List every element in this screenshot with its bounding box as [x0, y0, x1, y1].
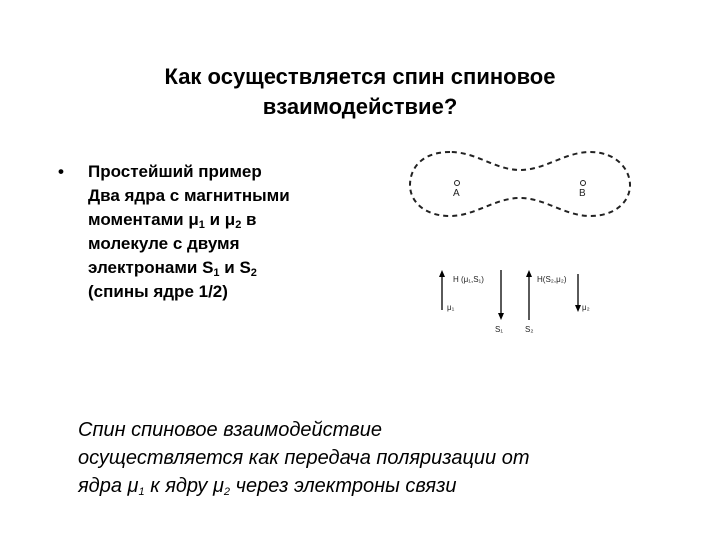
conclusion-mu-2: μ — [212, 475, 224, 497]
bullet-line-4: молекуле с двумя — [88, 234, 240, 253]
bullet-line-5-mid: и S — [219, 258, 251, 277]
nucleus-a-dot — [455, 181, 460, 186]
s1-label: S₁ — [495, 325, 504, 334]
bullet-marker: • — [58, 162, 64, 181]
conclusion-line-1: Спин спиновое взаимодействие — [78, 419, 382, 441]
spin-coupling-diagram — [395, 140, 645, 340]
h-right-label: H(S₂,μ₂) — [537, 275, 567, 284]
bullet-line-5 — [88, 256, 368, 280]
bullet-line-3-pre: моментами — [88, 210, 189, 229]
nucleus-a-label: A — [453, 188, 460, 199]
conclusion-sub-1: 1 — [138, 486, 145, 498]
slide-title — [60, 62, 660, 122]
conclusion-mu-1: μ — [127, 475, 139, 497]
conclusion-line-2: осуществляется как передача поляризации от — [78, 447, 530, 469]
nucleus-b-label: B — [579, 188, 586, 199]
conclusion-line-3-pre: ядра — [78, 475, 128, 497]
h-left-label: H (μ₁,S₁) — [453, 275, 484, 284]
mu2-arrowhead — [575, 305, 581, 312]
mu-symbol-2: μ — [224, 210, 236, 229]
conclusion-line-3-mid: к ядру — [144, 475, 213, 497]
title-line-2: взаимодействие? — [262, 94, 458, 119]
bullet-text — [88, 160, 368, 304]
conclusion-text — [78, 416, 698, 500]
subscript-2: 2 — [235, 219, 242, 231]
subscript-s1: 1 — [213, 267, 220, 279]
bullet-line-2: Два ядра с магнитными — [88, 186, 290, 205]
bullet-line-1: Простейший пример — [88, 162, 262, 181]
mu2-label: μ₂ — [582, 303, 590, 312]
diagram-svg — [395, 140, 645, 340]
s2-label: S₂ — [525, 325, 534, 334]
mu1-label: μ₁ — [447, 303, 455, 312]
s1-arrowhead — [498, 313, 504, 320]
bullet-line-3 — [88, 208, 368, 232]
subscript-s2: 2 — [250, 267, 257, 279]
conclusion-sub-2: 2 — [223, 486, 231, 498]
conclusion-line-3-post: через электроны связи — [230, 475, 457, 497]
title-line-1: Как осуществляется спин спиновое — [164, 64, 556, 89]
molecule-outline — [410, 152, 630, 216]
mu-symbol-1: μ — [188, 210, 199, 229]
bullet-line-3-post: в — [241, 210, 257, 229]
bullet-line-3-mid: и — [204, 210, 225, 229]
nucleus-b-dot — [581, 181, 586, 186]
bullet-line-6: (спины ядре 1/2) — [88, 282, 228, 301]
conclusion-line-3 — [78, 472, 698, 500]
mu1-arrowhead — [439, 270, 445, 277]
s2-arrowhead — [526, 270, 532, 277]
bullet-line-5-pre: электронами S — [88, 258, 214, 277]
subscript-1: 1 — [198, 219, 205, 231]
